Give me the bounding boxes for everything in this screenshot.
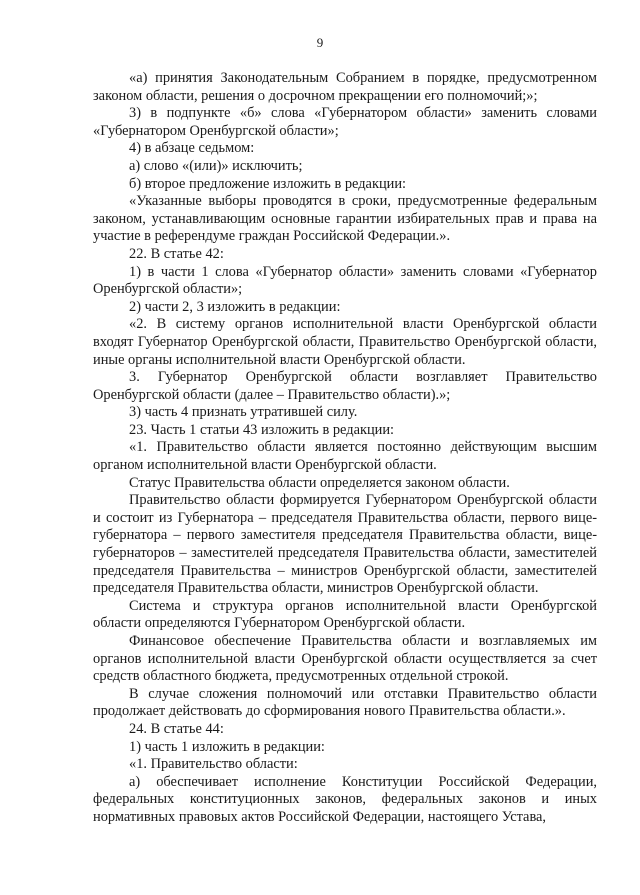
- paragraph: а) обеспечивает исполнение Конституции Российской Федерации, федеральных конституционных законов, федеральных законов и иных нормативных правовых актов Российской Федерации, настоящего Устава,: [93, 773, 597, 825]
- paragraph: 2) части 2, 3 изложить в редакции:: [129, 298, 341, 315]
- paragraph: 3. Губернатор Оренбургской области возглавляет Правительство Оренбургской области (далее – Правительство области).»;: [93, 369, 597, 403]
- paragraph: «2. В систему органов исполнительной власти Оренбургской области входят Губернатор Оренбургской области, Правительство Оренбургской области, иные органы исполнительной власти Оренбургской области.: [93, 316, 597, 368]
- paragraph: 1) часть 1 изложить в редакции:: [129, 738, 325, 755]
- paragraph: «1. Правительство области является постоянно действующим высшим органом исполнительной власти Оренбургской области.: [93, 439, 597, 474]
- paragraph: 1) в части 1 слова «Губернатор области» заменить словами «Губернатор Оренбургской области»;: [93, 263, 597, 298]
- page-number: 9: [316, 35, 324, 50]
- paragraph: Система и структура органов исполнительной власти Оренбургской области определяются Губернатором Оренбургской области.: [93, 597, 597, 632]
- paragraph: Статус Правительства области определяется законом области.: [129, 474, 510, 491]
- paragraph: «Указанные выборы проводятся в сроки, предусмотренные федеральным законом, устанавливающим основные гарантии избирательных прав и права на участие в референдуме граждан Российской Федерации.».: [93, 193, 597, 245]
- paragraph: 23. Часть 1 статьи 43 изложить в редакции:: [129, 421, 395, 438]
- paragraph: а) слово «(или)» исключить;: [129, 157, 303, 174]
- paragraph: 3) в подпункте «б» слова «Губернатором области» заменить словами «Губернатором Оренбургской области»;: [93, 105, 597, 139]
- paragraph: Правительство области формируется Губернатором Оренбургской области и состоит из Губернатора – председателя Правительства области, первого вице-губернатора – первого заместителя председателя Правительства области, вице-губернаторов – заместителей председателя Правительства области, заместителей председателя Правительства – министров Оренбургской области, заместителей председателя Правительства области, министров Оренбургской области.: [93, 492, 597, 597]
- paragraph: «1. Правительство области:: [129, 756, 298, 773]
- paragraph: «а) принятия Законодательным Собранием в порядке, предусмотренном законом области, решения о досрочном прекращении его полномочий;»;: [93, 70, 597, 104]
- paragraph: 3) часть 4 признать утратившей силу.: [129, 404, 358, 421]
- paragraph: В случае сложения полномочий или отставки Правительство области продолжает действовать до сформирования нового Правительства области.».: [93, 685, 597, 720]
- paragraph: 4) в абзаце седьмом:: [129, 140, 255, 157]
- paragraph: 22. В статье 42:: [129, 245, 224, 262]
- paragraph: Финансовое обеспечение Правительства области и возглавляемых им органов исполнительной власти Оренбургской области осуществляется за счет средств областного бюджета, предусмотренных отдельной строкой.: [93, 633, 597, 685]
- document-body: [93, 70, 597, 827]
- paragraph: б) второе предложение изложить в редакции:: [129, 175, 407, 192]
- paragraph: 24. В статье 44:: [129, 720, 224, 737]
